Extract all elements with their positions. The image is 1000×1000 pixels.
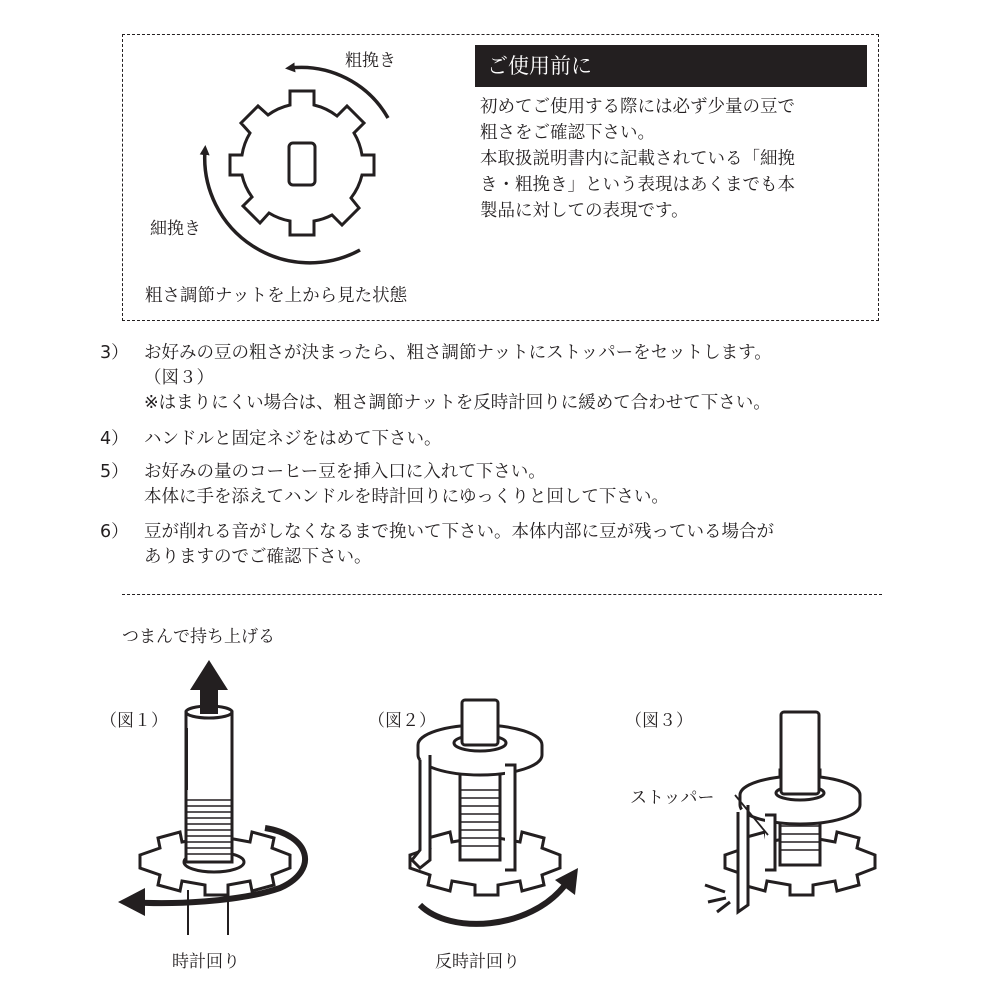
fig2-label: （図２） bbox=[368, 711, 436, 731]
fig1-label: （図１） bbox=[100, 711, 168, 731]
step-number: 3） bbox=[100, 343, 129, 363]
step-text: お好みの豆の粗さが決まったら、粗さ調節ナットにストッパーをセットします。 bbox=[144, 343, 772, 363]
precaution-line: き・粗挽き」という表現はあくまでも本 bbox=[480, 175, 795, 195]
fig1-bottom-text: 時計回り bbox=[172, 952, 240, 972]
step-text: （図３） bbox=[144, 368, 214, 388]
fig3-illustration bbox=[705, 712, 875, 912]
step-text: ※はまりにくい場合は、粗さ調節ナットを反時計回りに緩めて合わせて下さい。 bbox=[144, 393, 771, 413]
fig3-label: （図３） bbox=[625, 711, 693, 731]
step-text: 豆が削れる音がしなくなるまで挽いて下さい。本体内部に豆が残っている場合が bbox=[144, 522, 774, 542]
fig1-top-text: つまんで持ち上げる bbox=[122, 627, 275, 647]
step-text: 本体に手を添えてハンドルを時計回りにゆっくりと回して下さい。 bbox=[144, 487, 669, 507]
step-number: 5） bbox=[100, 462, 129, 482]
coarse-label: 粗挽き bbox=[345, 51, 396, 71]
step-text: ハンドルと固定ネジをはめて下さい。 bbox=[144, 429, 442, 449]
precaution-line: 製品に対しての表現です。 bbox=[480, 201, 689, 221]
precaution-header: ご使用前に bbox=[475, 45, 867, 87]
step-text: ありますのでご確認下さい。 bbox=[144, 547, 372, 567]
step-number: 6） bbox=[100, 522, 129, 542]
nut-caption: 粗さ調節ナットを上から見た状態 bbox=[145, 286, 408, 306]
step-text: お好みの量のコーヒー豆を挿入口に入れて下さい。 bbox=[144, 462, 546, 482]
precaution-line: 粗さをご確認下さい。 bbox=[480, 123, 655, 143]
precaution-line: 初めてご使用する際には必ず少量の豆で bbox=[480, 97, 795, 117]
fine-label: 細挽き bbox=[150, 219, 201, 239]
fig1-illustration bbox=[118, 660, 305, 935]
step-number: 4） bbox=[100, 429, 129, 449]
stopper-label: ストッパー bbox=[630, 788, 715, 808]
fig2-bottom-text: 反時計回り bbox=[435, 952, 520, 972]
fig2-illustration bbox=[410, 700, 578, 924]
precaution-line: 本取扱説明書内に記載されている「細挽 bbox=[480, 149, 795, 169]
